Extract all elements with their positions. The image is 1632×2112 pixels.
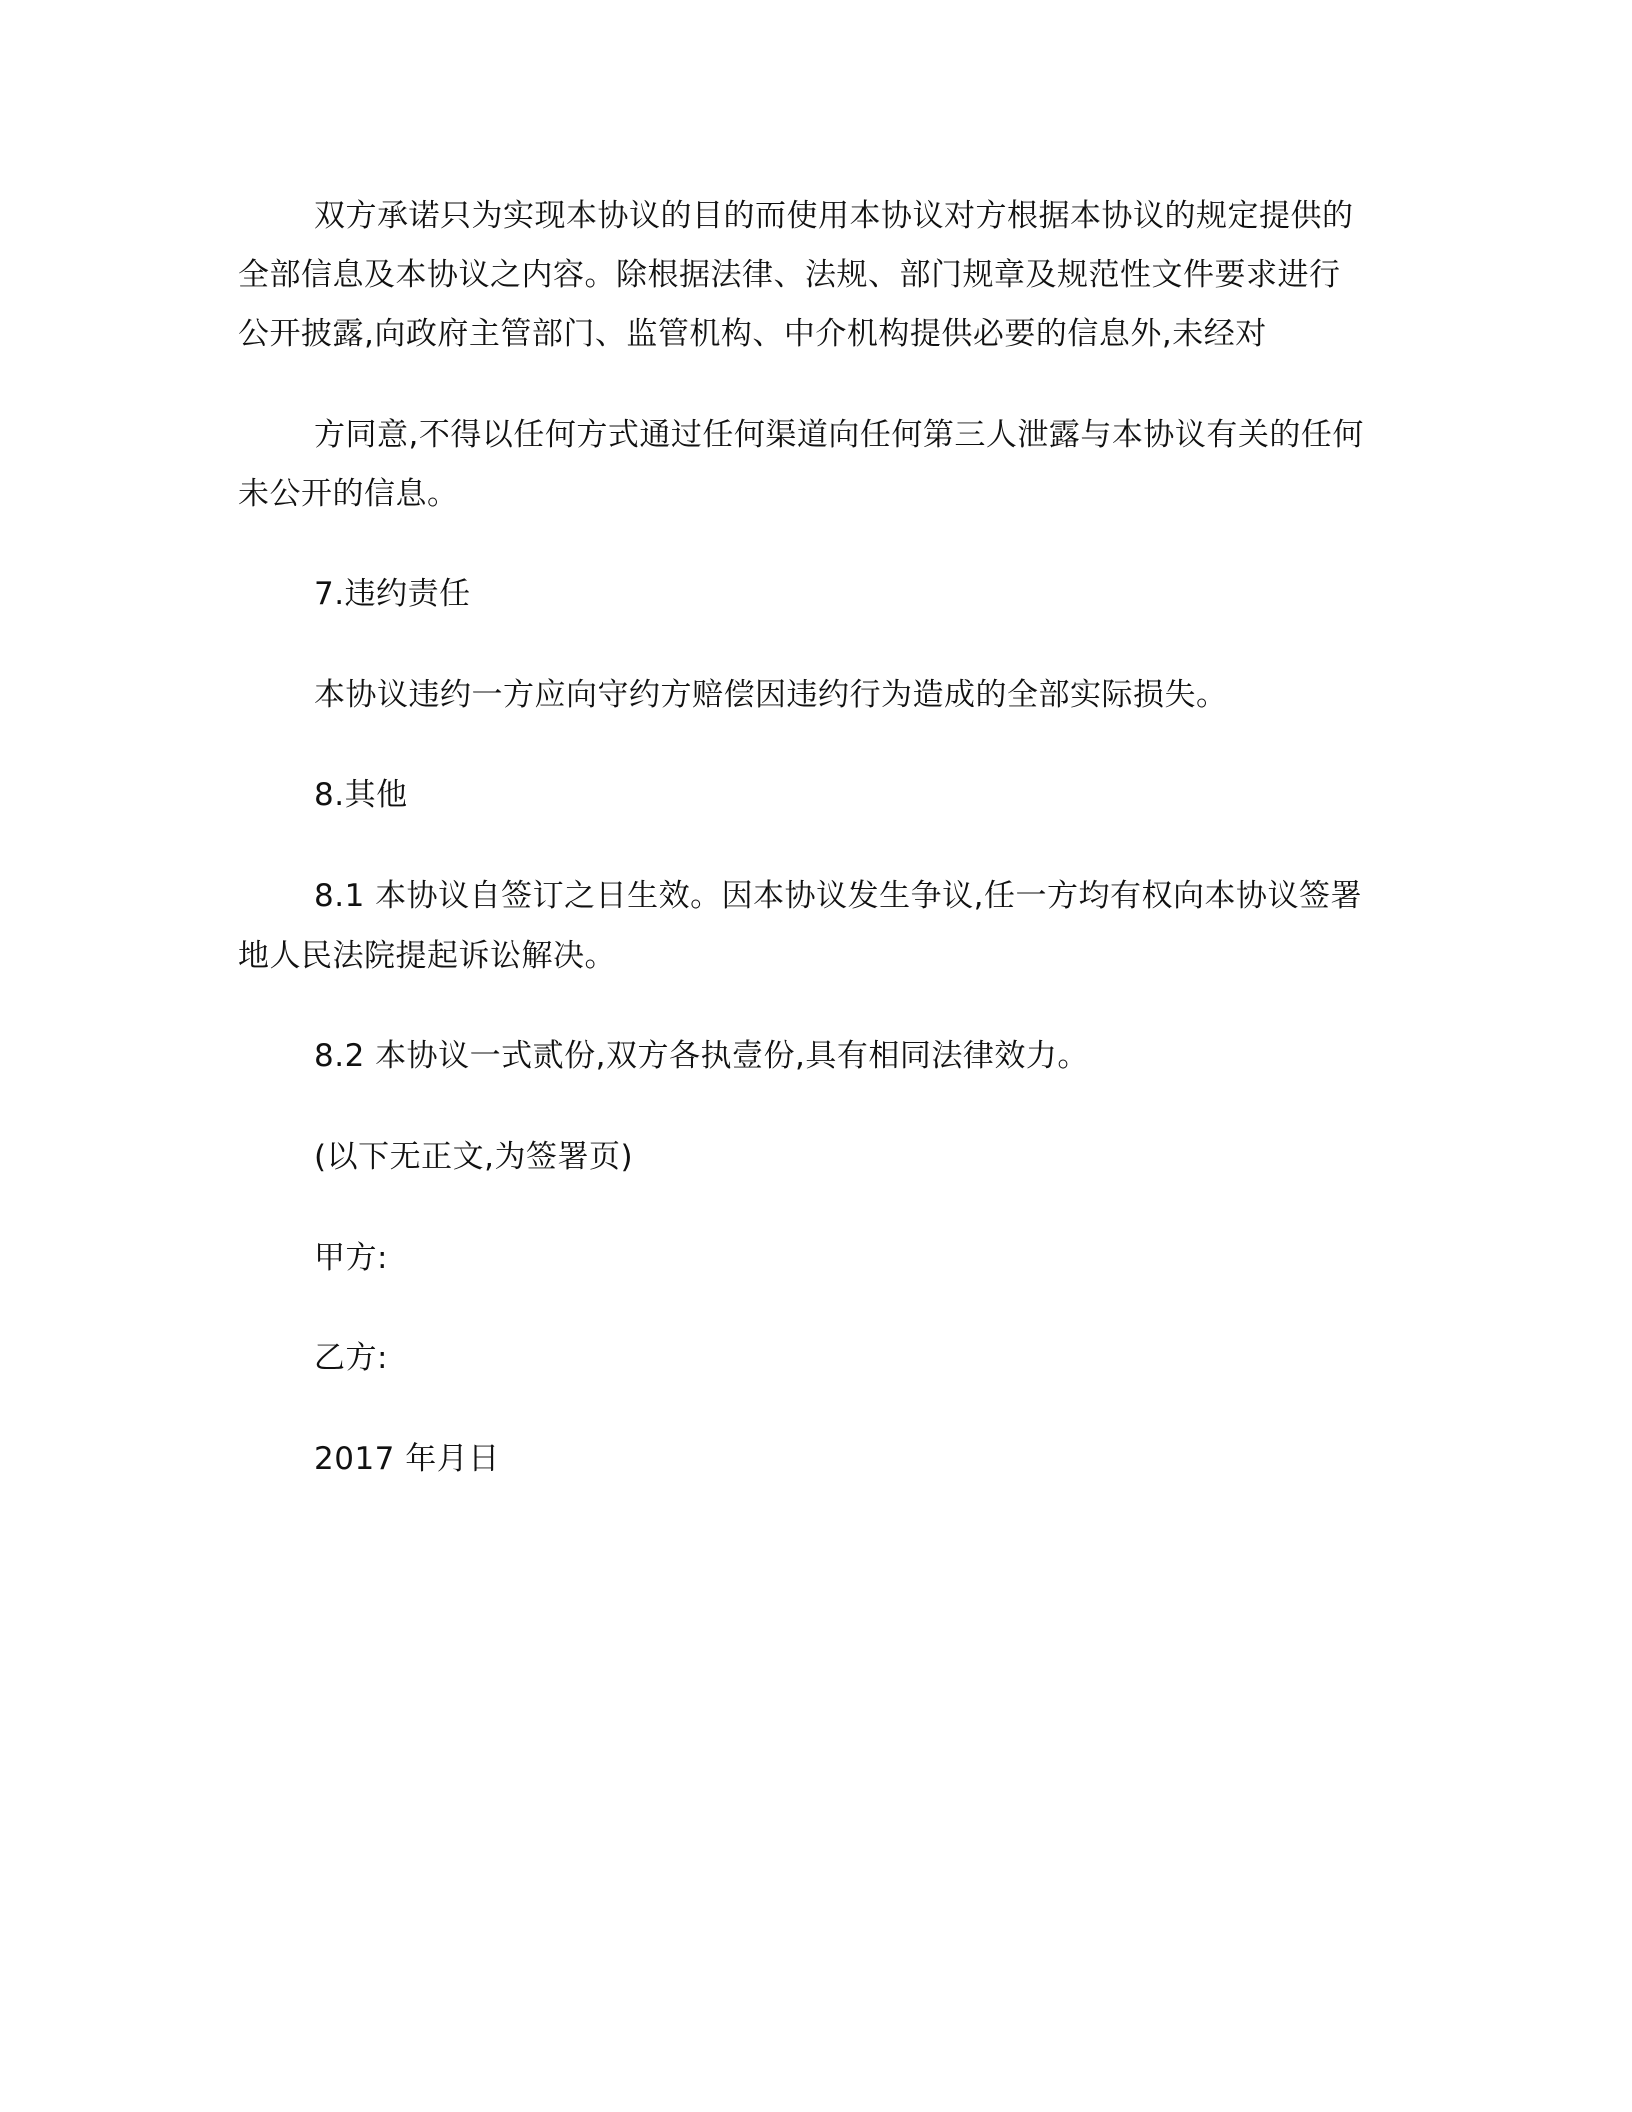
- paragraph-1-line-2: 全部信息及本协议之内容。除根据法律、法规、部门规章及规范性文件要求进行: [238, 257, 1341, 293]
- paragraph-1-line-3: 公开披露,向政府主管部门、监管机构、中介机构提供必要的信息外,未经对: [238, 316, 1267, 352]
- clause-8-1-line-2: 地人民法院提起诉讼解决。: [238, 938, 616, 974]
- section-8-heading: 8.其他: [314, 777, 408, 813]
- end-note: (以下无正文,为签署页): [314, 1139, 634, 1175]
- clause-8-1-line-1: 8.1 本协议自签订之日生效。因本协议发生争议,任一方均有权向本协议签署: [314, 878, 1363, 914]
- section-7-heading: 7.违约责任: [314, 576, 471, 612]
- section-7-body: 本协议违约一方应向守约方赔偿因违约行为造成的全部实际损失。: [314, 677, 1228, 713]
- paragraph-2-line-1: 方同意,不得以任何方式通过任何渠道向任何第三人泄露与本协议有关的任何: [314, 417, 1364, 453]
- signing-date: 2017 年月日: [314, 1441, 500, 1477]
- clause-8-2: 8.2 本协议一式贰份,双方各执壹份,具有相同法律效力。: [314, 1038, 1089, 1074]
- party-a-label: 甲方:: [314, 1240, 388, 1276]
- paragraph-2-line-2: 未公开的信息。: [238, 476, 459, 512]
- party-b-label: 乙方:: [314, 1340, 388, 1376]
- paragraph-1-line-1: 双方承诺只为实现本协议的目的而使用本协议对方根据本协议的规定提供的: [314, 198, 1354, 234]
